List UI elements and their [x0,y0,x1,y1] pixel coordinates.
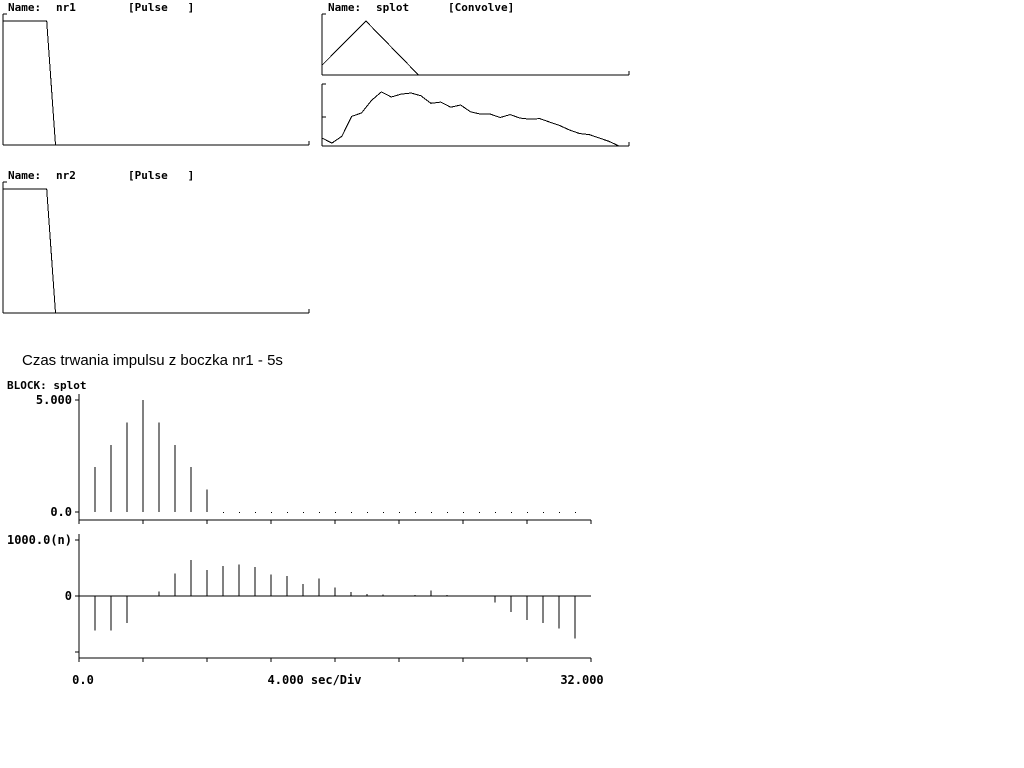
block-top-dot [415,512,416,513]
panel-splot-name: splot [376,1,410,14]
panel-nr2-name: nr2 [56,169,76,182]
block-top-dot [367,512,368,513]
panel-nr2-type: [Pulse ] [128,169,195,182]
block-top-dot [223,512,224,513]
block-label: BLOCK: splot [7,379,87,392]
block-top-dot [543,512,544,513]
block-top-dot [463,512,464,513]
block-top-dot [271,512,272,513]
block-top-dot [319,512,320,513]
block-bottom-y-label-max: 1000.0(n) [6,533,72,547]
panel-nr1-name-prefix: Name: [8,1,42,14]
block-top-dot [447,512,448,513]
panel-splot-name-prefix: Name: [328,1,362,14]
block-top-y-label-max: 5.000 [35,393,72,407]
block-splot-plot[interactable] [0,388,620,693]
block-top-dot [239,512,240,513]
block-top-y-label-zero: 0.0 [50,505,72,519]
caption-text: Czas trwania impulsu z boczka nr1 - 5s [22,352,283,369]
pulse-plot-nr2[interactable] [0,168,312,318]
block-top-dot [431,512,432,513]
block-bottom-y-label-zero: 0 [64,589,72,603]
block-top-dot [575,512,576,513]
block-top-dot [399,512,400,513]
block-top-dot [511,512,512,513]
block-top-dot [383,512,384,513]
panel-nr2-name-prefix: Name: [8,169,42,182]
panel-nr1-type: [Pulse ] [128,1,195,14]
block-top-dot [351,512,352,513]
pulse-line [3,189,309,313]
x-label-scale: 4.000 sec/Div [267,673,362,687]
block-top-dot [287,512,288,513]
pulse-plot-nr1[interactable] [0,0,312,150]
block-top-dot [479,512,480,513]
block-top-dot [559,512,560,513]
x-label-start: 0.0 [72,673,94,687]
pulse-line [3,21,309,145]
convolve-bottom-line [322,92,619,146]
x-label-end: 32.000 [560,673,604,687]
panel-nr1-name: nr1 [56,1,76,14]
block-top-dot [335,512,336,513]
convolve-plot-top[interactable] [318,10,634,80]
block-top-dot [495,512,496,513]
block-top-dot [303,512,304,513]
block-top-dot [527,512,528,513]
panel-splot-type: [Convolve] [448,1,515,14]
convolve-plot-bottom[interactable] [318,80,634,152]
block-top-dot [255,512,256,513]
convolve-top-line [322,21,629,75]
